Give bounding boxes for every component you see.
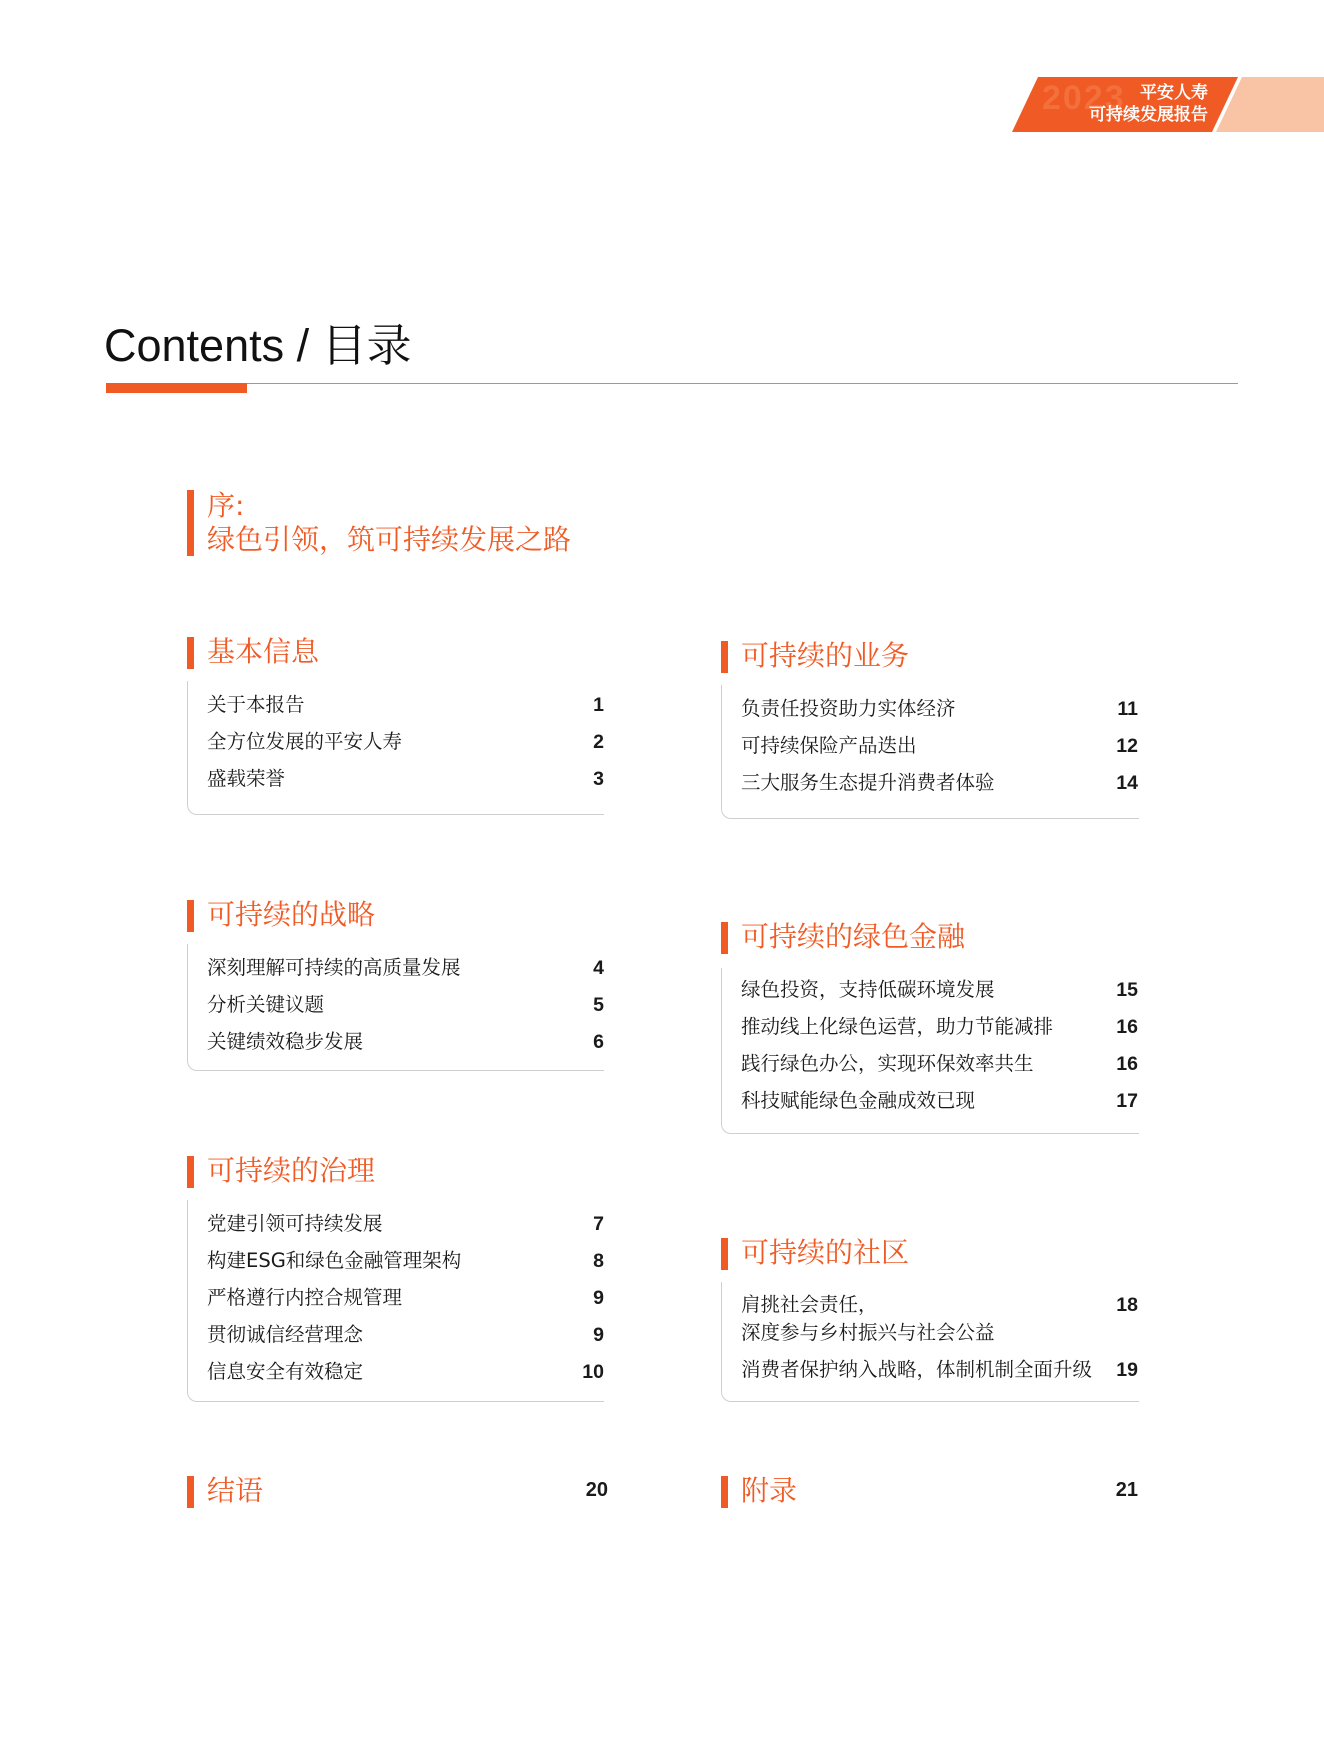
toc-page-number[interactable]: 4 [593, 957, 604, 979]
section-title-appendix[interactable]: 附录 [741, 1474, 798, 1507]
toc-entry[interactable]: 三大服务生态提升消费者体验 [741, 771, 995, 794]
section-marker [187, 1476, 194, 1508]
header-company: 平安人寿 [1140, 83, 1208, 103]
toc-entry[interactable]: 可持续保险产品迭出 [741, 734, 917, 757]
section-marker [187, 1156, 194, 1188]
toc-page-number[interactable]: 7 [593, 1213, 604, 1235]
section-marker [721, 641, 728, 673]
toc-entry-continued[interactable]: 深度参与乡村振兴与社会公益 [741, 1321, 995, 1344]
toc-page-number[interactable]: 1 [593, 694, 604, 716]
toc-entry[interactable]: 绿色投资，支持低碳环境发展 [741, 978, 995, 1001]
toc-page-number[interactable]: 19 [1116, 1359, 1138, 1381]
section-marker [721, 1238, 728, 1270]
section-marker [187, 637, 194, 669]
toc-page-number[interactable]: 16 [1116, 1053, 1138, 1075]
toc-entry[interactable]: 肩挑社会责任， [741, 1293, 878, 1316]
toc-entry[interactable]: 严格遵行内控合规管理 [207, 1286, 403, 1309]
toc-page-number[interactable]: 9 [593, 1324, 604, 1346]
section-marker [721, 1476, 728, 1508]
toc-page-number[interactable]: 15 [1116, 979, 1138, 1001]
toc-entry[interactable]: 分析关键议题 [207, 993, 325, 1016]
toc-page-number[interactable]: 2 [593, 731, 604, 753]
page-title: Contents / 目录 [104, 320, 412, 371]
preface-marker [187, 490, 194, 556]
toc-entry[interactable]: 消费者保护纳入战略，体制机制全面升级 [741, 1358, 1093, 1381]
toc-entry[interactable]: 科技赋能绿色金融成效已现 [741, 1089, 976, 1112]
section-marker [721, 922, 728, 954]
section-marker [187, 900, 194, 932]
section-title-governance[interactable]: 可持续的治理 [207, 1154, 376, 1187]
header-report-name: 可持续发展报告 [1089, 105, 1208, 125]
section-title-business[interactable]: 可持续的业务 [741, 639, 910, 672]
section-title-conclusion[interactable]: 结语 [207, 1474, 264, 1507]
toc-entry[interactable]: 践行绿色办公，实现环保效率共生 [741, 1052, 1034, 1075]
section-title-green-finance[interactable]: 可持续的绿色金融 [741, 920, 966, 953]
header-year: 2023 [1042, 79, 1126, 117]
toc-entry[interactable]: 盛载荣誉 [207, 767, 286, 790]
toc-entry[interactable]: 信息安全有效稳定 [207, 1360, 364, 1383]
toc-entry[interactable]: 推动线上化绿色运营，助力节能减排 [741, 1015, 1054, 1038]
toc-page-number[interactable]: 6 [593, 1031, 604, 1053]
toc-page-number[interactable]: 8 [593, 1250, 604, 1272]
toc-entry[interactable]: 关于本报告 [207, 693, 305, 716]
toc-entry[interactable]: 深刻理解可持续的高质量发展 [207, 956, 461, 979]
toc-page-number[interactable]: 16 [1116, 1016, 1138, 1038]
section-title-community[interactable]: 可持续的社区 [741, 1236, 910, 1269]
preface-title[interactable]: 绿色引领，筑可持续发展之路 [207, 523, 572, 556]
toc-page-number[interactable]: 12 [1116, 735, 1138, 757]
toc-entry[interactable]: 构建ESG和绿色金融管理架构 [207, 1249, 462, 1272]
toc-entry[interactable]: 全方位发展的平安人寿 [207, 730, 403, 753]
toc-page-number[interactable]: 14 [1116, 772, 1138, 794]
toc-page-number[interactable]: 10 [582, 1361, 604, 1383]
section-title-basic[interactable]: 基本信息 [207, 635, 320, 668]
toc-page-number[interactable]: 3 [593, 768, 604, 790]
toc-page-number[interactable]: 18 [1116, 1294, 1138, 1316]
toc-page-number[interactable]: 9 [593, 1287, 604, 1309]
toc-entry[interactable]: 贯彻诚信经营理念 [207, 1323, 364, 1346]
toc-entry[interactable]: 关键绩效稳步发展 [207, 1030, 364, 1053]
toc-entry[interactable]: 党建引领可持续发展 [207, 1212, 383, 1235]
toc-entry[interactable]: 负责任投资助力实体经济 [741, 697, 956, 720]
title-rule [106, 383, 1238, 384]
title-accent-bar [106, 383, 247, 393]
toc-page-number[interactable]: 21 [1115, 1479, 1138, 1501]
section-title-strategy[interactable]: 可持续的战略 [207, 898, 376, 931]
preface-label[interactable]: 序: [207, 489, 245, 522]
toc-page-number[interactable]: 11 [1117, 698, 1138, 720]
toc-page-number[interactable]: 20 [585, 1479, 608, 1501]
toc-page-number[interactable]: 17 [1116, 1090, 1138, 1112]
toc-page-number[interactable]: 5 [593, 994, 604, 1016]
